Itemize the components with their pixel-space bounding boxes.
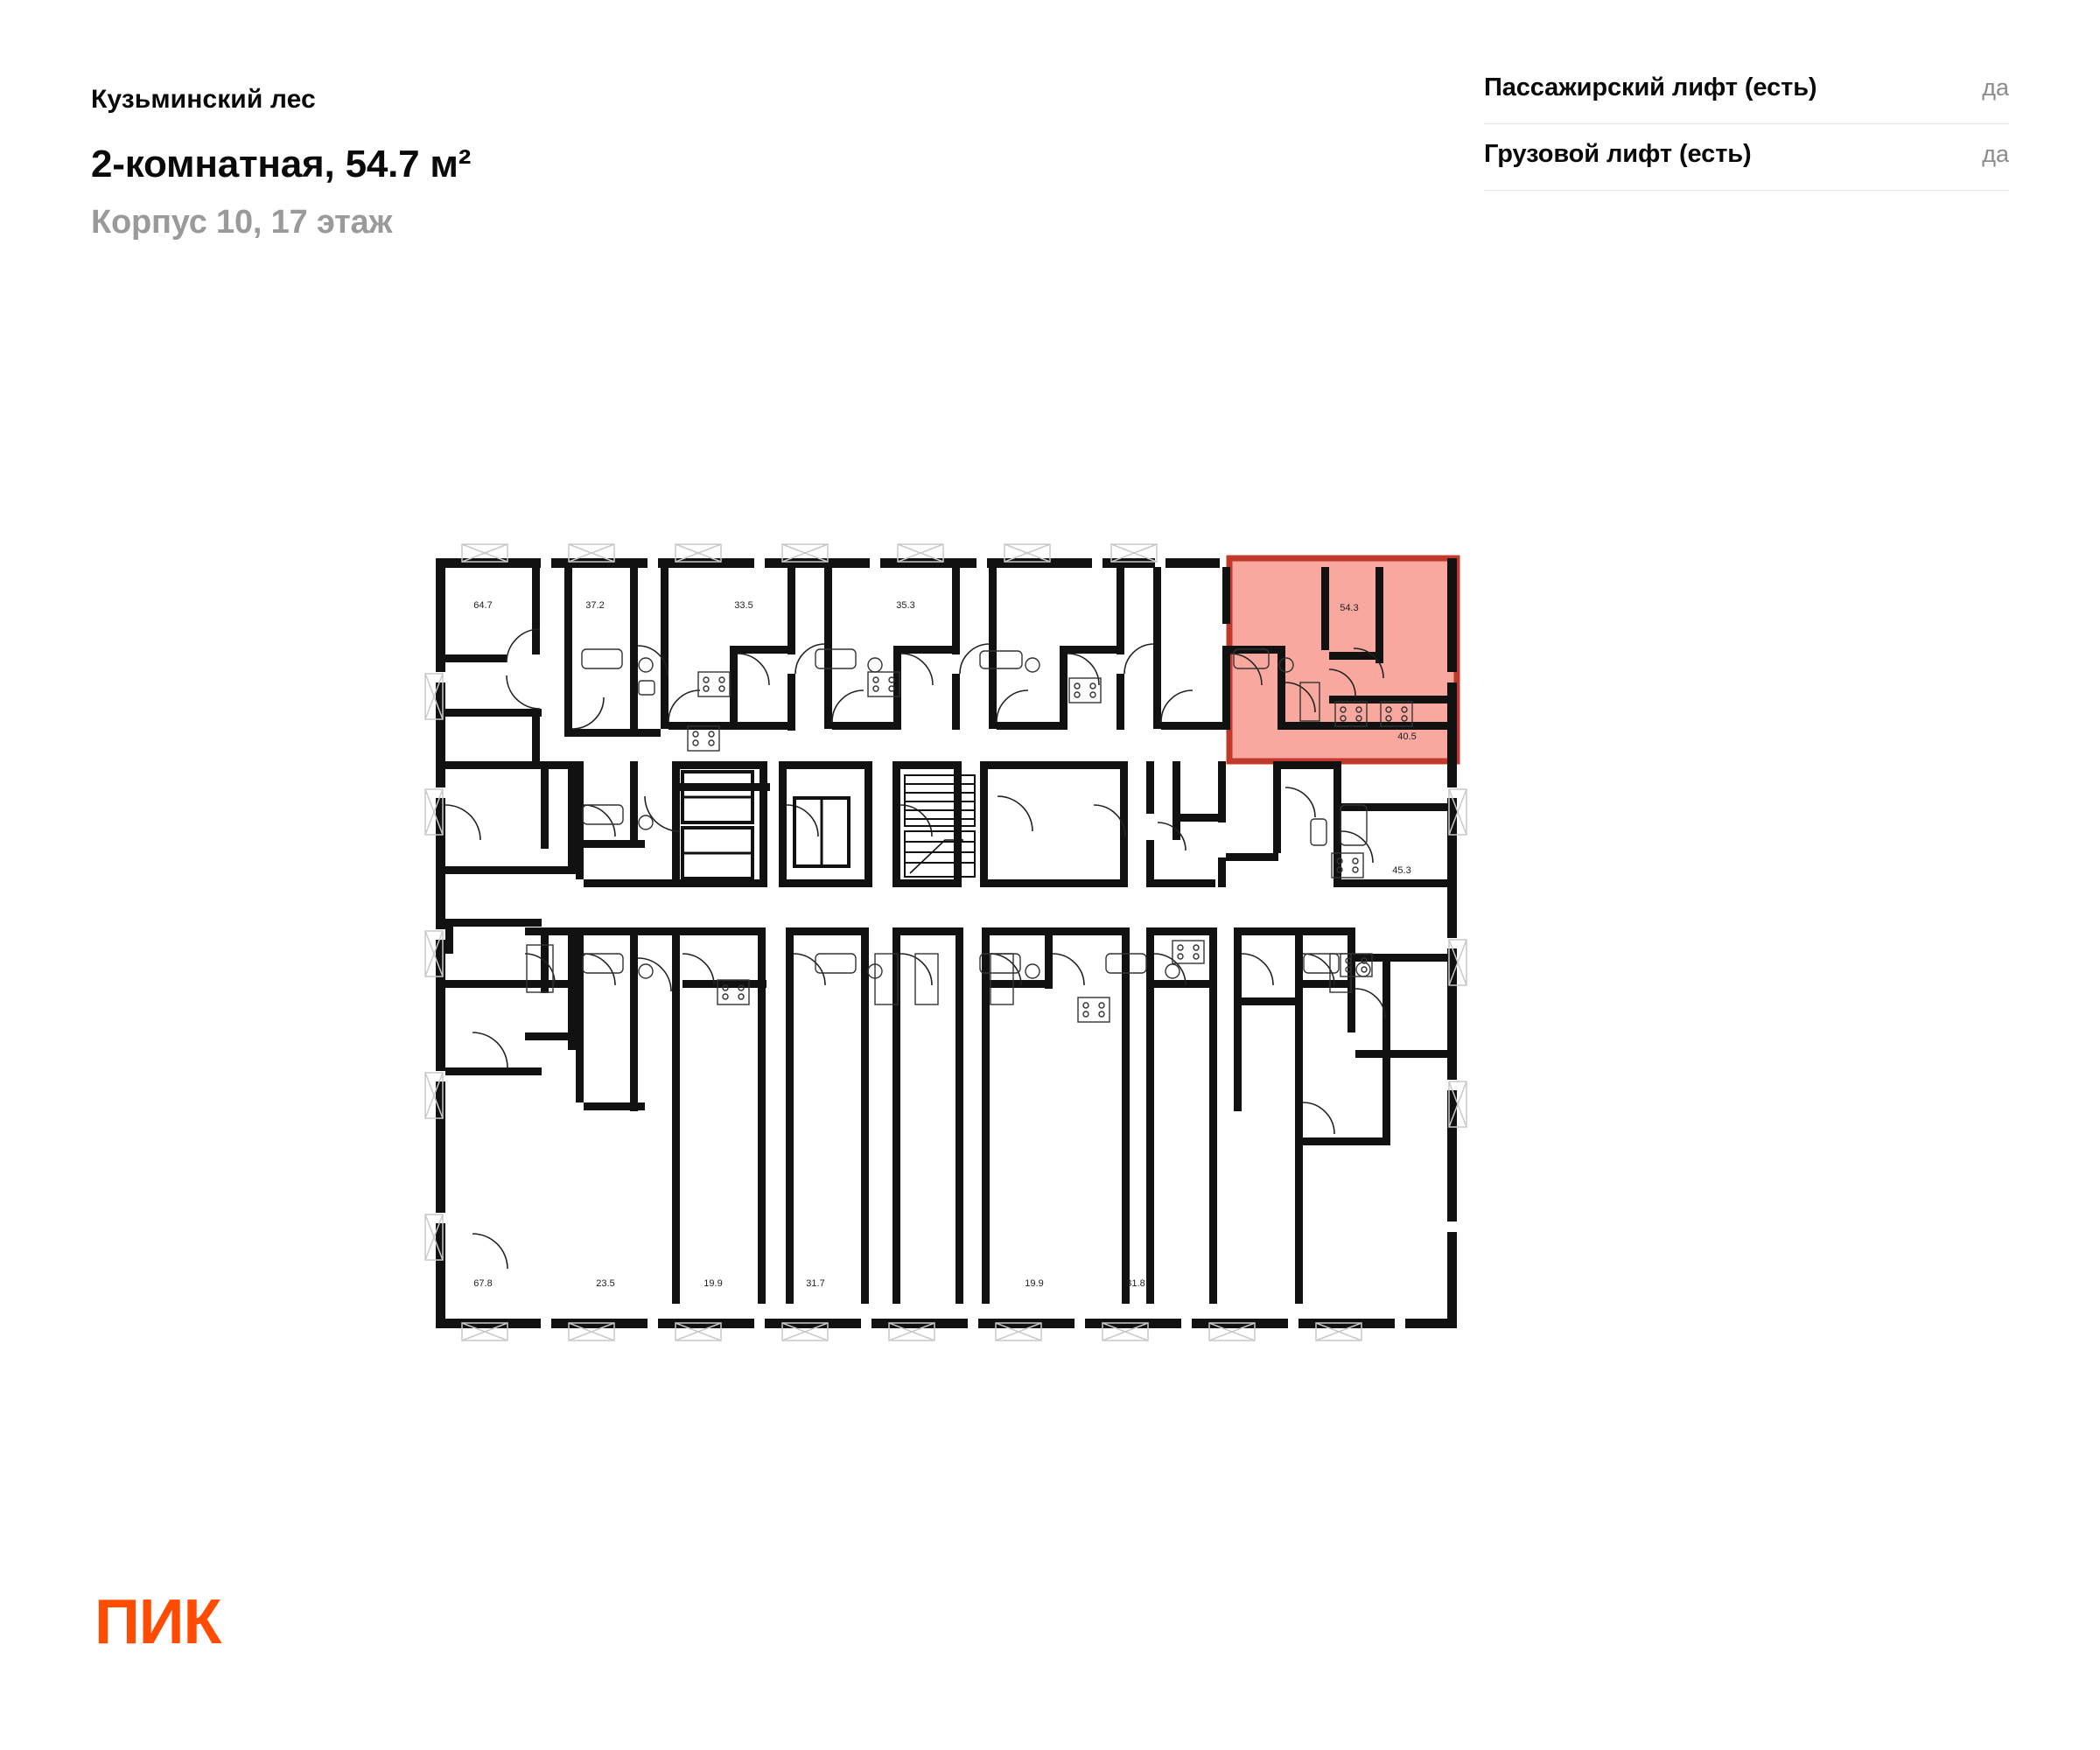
floor-plan xyxy=(420,542,1715,1348)
spec-label-passenger-lift: Пассажирский лифт (есть) xyxy=(1484,74,1817,102)
spec-row xyxy=(1484,74,2009,124)
spec-row xyxy=(1484,124,2009,191)
area-label: 33.5 xyxy=(734,600,753,611)
header-left xyxy=(91,84,1054,244)
project-name: Кузьминский лес xyxy=(91,85,316,114)
area-label: 45.3 xyxy=(1392,865,1411,876)
area-label: 54.3 xyxy=(1340,603,1359,613)
interior-walls-middle xyxy=(445,761,1448,927)
spec-label-cargo-lift: Грузовой лифт (есть) xyxy=(1484,140,1752,168)
spec-value-passenger-lift: да xyxy=(1982,74,2009,101)
area-label: 19.9 xyxy=(704,1278,723,1289)
area-label: 31.8 xyxy=(1126,1278,1145,1289)
area-label: 23.5 xyxy=(596,1278,615,1289)
interior-walls-bottom xyxy=(445,919,1448,1304)
area-label: 31.7 xyxy=(806,1278,825,1289)
specs-list xyxy=(1484,74,2009,191)
area-label: 40.5 xyxy=(1397,732,1417,742)
floor-plan-svg xyxy=(420,542,1715,1348)
area-label: 19.9 xyxy=(1025,1278,1044,1289)
staircase xyxy=(905,775,975,877)
pik-logo: ПИК xyxy=(94,1587,221,1657)
area-label: 35.3 xyxy=(896,600,915,611)
area-label: 37.2 xyxy=(585,600,605,611)
area-label: 64.7 xyxy=(473,600,493,611)
page-title: 2-комнатная, 54.7 м² xyxy=(91,143,472,186)
page-subtitle: Корпус 10, 17 этаж xyxy=(91,204,393,241)
area-label: 67.8 xyxy=(473,1278,493,1289)
spec-value-cargo-lift: да xyxy=(1982,141,2009,167)
